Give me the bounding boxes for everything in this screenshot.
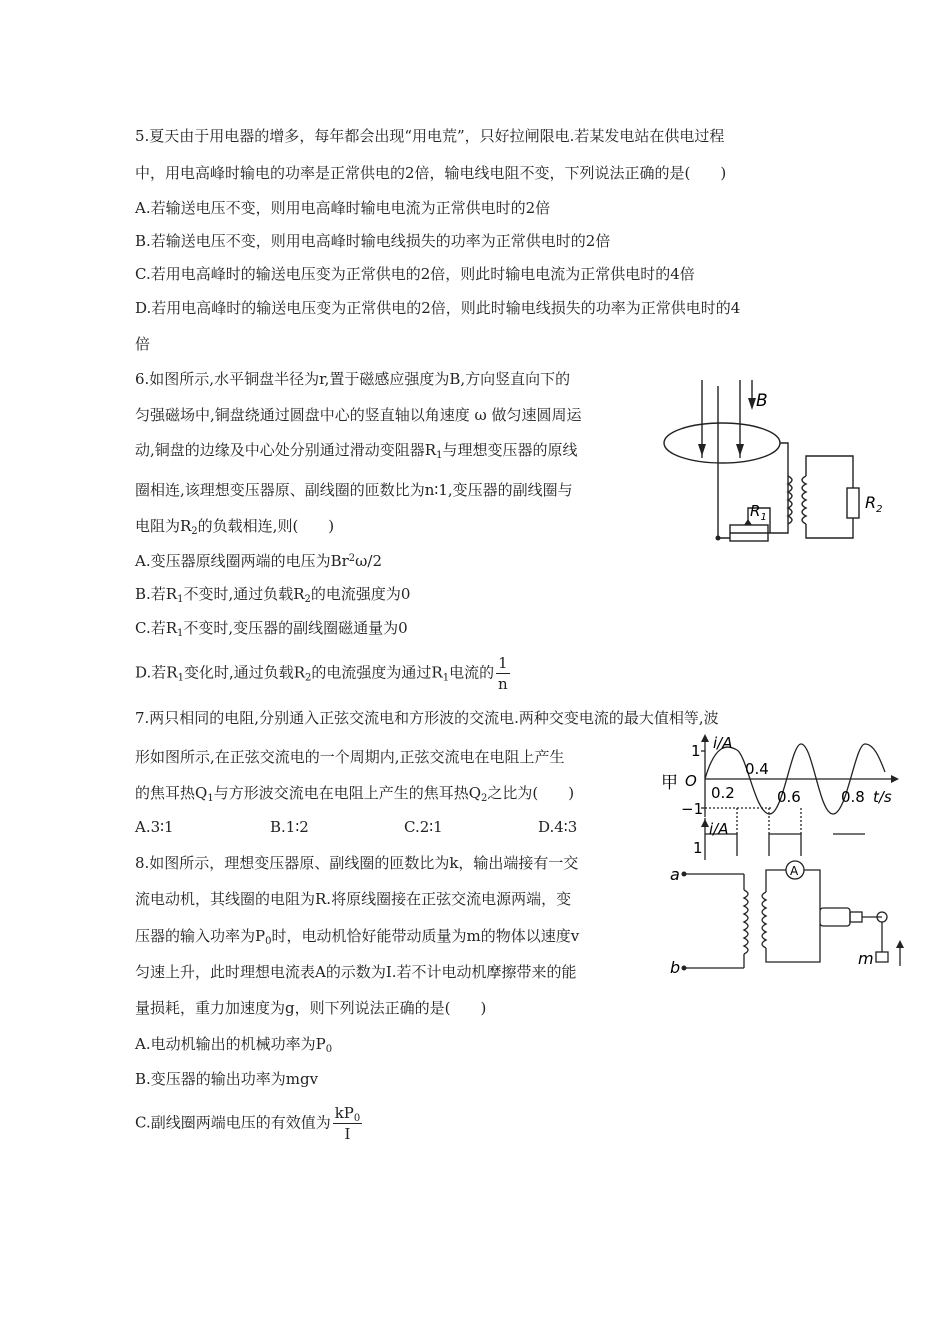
q5-option-d-line2: 倍 (135, 335, 151, 353)
fig-label-r1: $R_1$ (750, 502, 767, 523)
q5-option-d-line1: D.若用电高峰时的输送电压变为正常供电的2倍，则此时输电线损失的功率为正常供电时的4 (135, 299, 741, 317)
q6-option-b: B.若$R_1$不变时,通过负载$R_2$的电流强度为0 (135, 585, 411, 605)
q6-stem-line5: 电阻为$R_2$的负载相连,则( ) (135, 517, 335, 537)
q7-stem-line3: 的焦耳热$Q_1$与方形波交流电在电阻上产生的焦耳热$Q_2$之比为( ) (135, 784, 575, 804)
q7-option-c: C.2∶1 (404, 818, 443, 836)
fig-tick-08: 0.8 (841, 788, 865, 806)
fig-tick-06: 0.6 (777, 788, 801, 806)
q6-fraction: $\frac{1}{n}$ (498, 654, 508, 693)
q8-option-c: C.副线圈两端电压的有效值为 $\frac{kP_0}{I}$ (135, 1104, 361, 1143)
q7-option-d: D.4∶3 (538, 818, 578, 836)
fig-tick-1-2: 1 (693, 839, 703, 857)
q5-option-c: C.若用电高峰时的输送电压变为正常供电的2倍，则此时输电电流为正常供电时的4倍 (135, 265, 695, 283)
fig-label-r2: $R_2$ (865, 493, 883, 515)
fig-tick-1: 1 (691, 742, 701, 760)
q8-fraction: $\frac{kP_0}{I}$ (334, 1104, 361, 1143)
q8-option-b: B.变压器的输出功率为mgv (135, 1070, 319, 1088)
q6-stem-line3: 动,铜盘的边缘及中心处分别通过滑动变阻器$R_1$与理想变压器的原线 (135, 441, 578, 461)
fig-label-ts: t/s (873, 788, 892, 806)
q8-stem-line4: 匀速上升，此时理想电流表A的示数为I.若不计电动机摩擦带来的能 (135, 963, 577, 981)
q8-stem-line2: 流电动机，其线圈的电阻为R.将原线圈接在正弦交流电源两端，变 (135, 890, 572, 908)
fig-label-b: B (756, 391, 768, 411)
fig-label-ia-2: i/A (709, 820, 729, 838)
fig-tick-04: 0.4 (745, 760, 769, 778)
q7-figure (655, 732, 905, 862)
copper-disk (664, 423, 780, 463)
r2-resistor (847, 488, 859, 518)
fig-label-b-terminal: b (670, 958, 681, 977)
fig-origin: O (685, 772, 697, 790)
q5-option-a: A.若输送电压不变，则用电高峰时输电电流为正常供电时的2倍 (135, 199, 551, 217)
fig-label-m: m (858, 949, 874, 968)
q8-figure (668, 852, 913, 982)
q5-stem-line2: 中，用电高峰时输电的功率是正常供电的2倍，输电线电阻不变，下列说法正确的是( ) (135, 164, 727, 182)
motor (820, 908, 850, 926)
q8-option-a: A.电动机输出的机械功率为$P_0$ (135, 1035, 333, 1055)
q6-stem-line4: 圈相连,该理想变压器原、副线圈的匝数比为n∶1,变压器的副线圈与 (135, 481, 573, 499)
q6-option-a: A.变压器原线圈两端的电压为Br$^2$ω/2 (135, 552, 383, 570)
fig-tick-neg1: −1 (681, 800, 704, 818)
q7-option-b: B.1∶2 (270, 818, 309, 836)
ammeter-label: A (790, 864, 799, 878)
q8-stem-line1: 8.如图所示，理想变压器原、副线圈的匝数比为k，输出端接有一交 (135, 854, 579, 872)
fig-label-jia: 甲 (661, 773, 678, 793)
q6-stem-line1: 6.如图所示,水平铜盘半径为r,置于磁感应强度为B,方向竖直向下的 (135, 370, 571, 388)
fig-label-a: a (670, 865, 680, 884)
mass-block (876, 952, 888, 962)
q5-stem-line1: 5.夏天由于用电器的增多，每年都会出现“用电荒”，只好拉闸限电.若某发电站在供电过程 (135, 127, 725, 145)
q7-option-a: A.3∶1 (135, 818, 174, 836)
q7-stem-line1: 7.两只相同的电阻,分别通入正弦交流电和方形波的交流电.两种交变电流的最大值相等,波 (135, 709, 719, 727)
fig-label-ia: i/A (713, 734, 733, 752)
q6-stem-line2: 匀强磁场中,铜盘绕通过圆盘中心的竖直轴以角速度 ω 做匀速圆周运 (135, 406, 582, 424)
q5-option-b: B.若输送电压不变，则用电高峰时输电线损失的功率为正常供电时的2倍 (135, 232, 611, 250)
q7-stem-line2: 形如图所示,在正弦交流电的一个周期内,正弦交流电在电阻上产生 (135, 748, 565, 766)
q8-stem-line5: 量损耗，重力加速度为g，则下列说法正确的是( ) (135, 999, 487, 1017)
q6-figure (660, 376, 900, 551)
q6-option-d: D.若$R_1$变化时,通过负载$R_2$的电流强度为通过$R_1$电流的 $\frac{1}{n}$ (135, 654, 508, 693)
q8-stem-line3: 压器的输入功率为$P_0$时，电动机恰好能带动质量为m的物体以速度v (135, 927, 580, 947)
q6-option-c: C.若$R_1$不变时,变压器的副线圈磁通量为0 (135, 619, 408, 639)
fig-tick-02: 0.2 (711, 784, 735, 802)
